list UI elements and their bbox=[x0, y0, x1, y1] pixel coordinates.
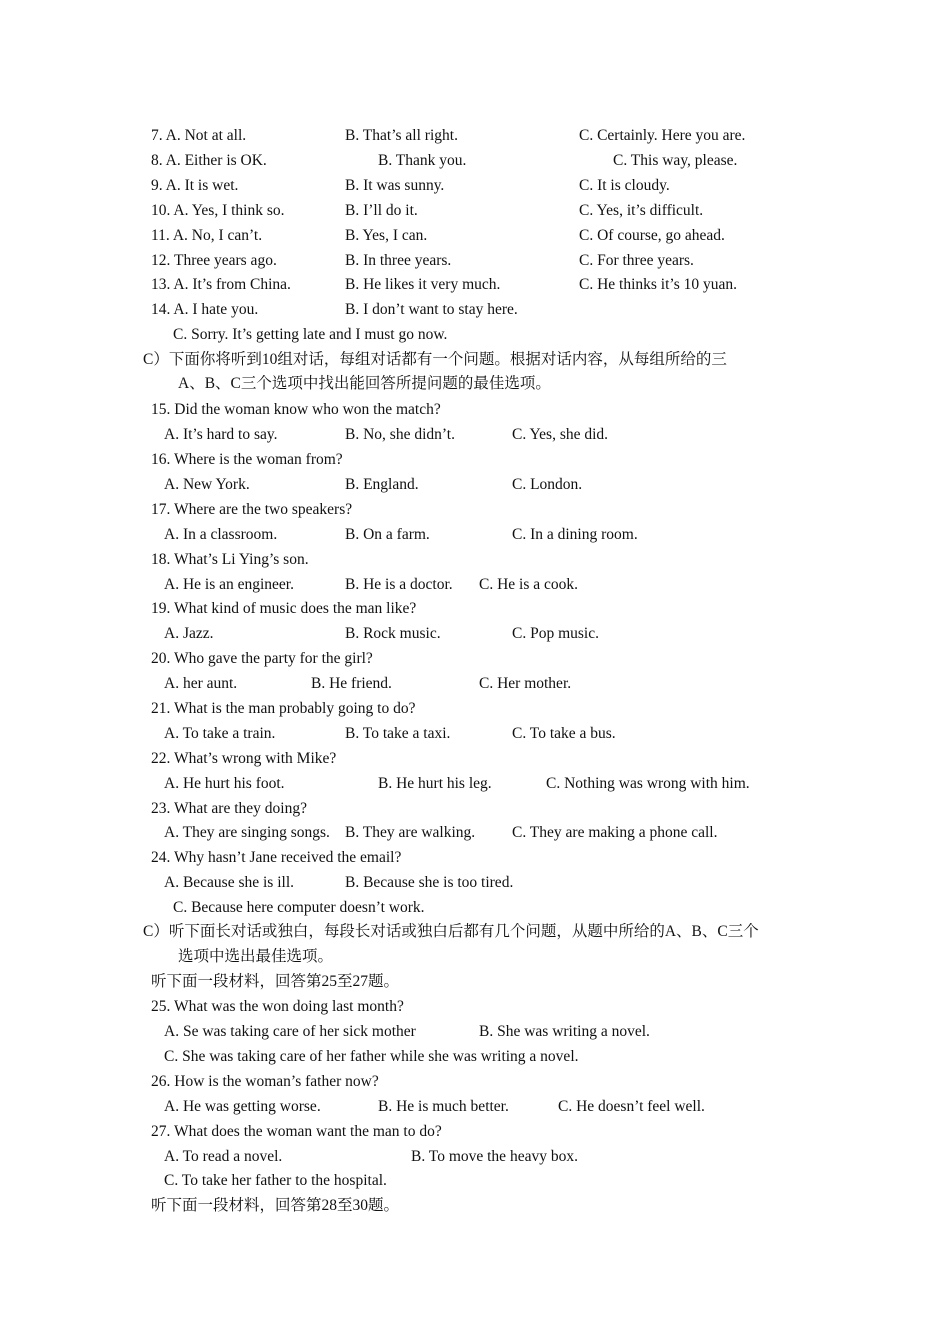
q19-question: 19. What kind of music does the man like? bbox=[151, 600, 417, 617]
q25-option-a: A. Se was taking care of her sick mother bbox=[164, 1023, 416, 1040]
q23-question: 23. What are they doing? bbox=[151, 800, 307, 817]
q10-option-c: C. Yes, it’s difficult. bbox=[579, 202, 704, 219]
q24-question: 24. Why hasn’t Jane received the email? bbox=[151, 849, 402, 866]
q23-option-b: B. They are walking. bbox=[345, 824, 476, 841]
q23-option-a: A. They are singing songs. bbox=[164, 824, 330, 841]
q12-option-c: C. For three years. bbox=[579, 252, 694, 269]
q17-option-b: B. On a farm. bbox=[345, 526, 430, 543]
q26-option-a: A. He was getting worse. bbox=[164, 1098, 321, 1115]
q20-option-b: B. He friend. bbox=[311, 675, 392, 692]
material-1-heading: 听下面一段材料，回答第25至27题。 bbox=[151, 973, 400, 990]
material-2-heading: 听下面一段材料，回答第28至30题。 bbox=[151, 1197, 400, 1214]
q19-option-a: A. Jazz. bbox=[164, 625, 214, 642]
q27-option-a: A. To read a novel. bbox=[164, 1148, 283, 1165]
q15-question: 15. Did the woman know who won the match? bbox=[151, 401, 441, 418]
q22-option-c: C. Nothing was wrong with him. bbox=[546, 775, 750, 792]
section-c2-instruction-line2: 选项中选出最佳选项。 bbox=[178, 948, 334, 965]
q24-option-b: B. Because she is too tired. bbox=[345, 874, 514, 891]
q26-option-b: B. He is much better. bbox=[378, 1098, 509, 1115]
q10-option-b: B. I’ll do it. bbox=[345, 202, 418, 219]
q9-option-b: B. It was sunny. bbox=[345, 177, 445, 194]
q15-option-b: B. No, she didn’t. bbox=[345, 426, 455, 443]
q8-option-b: B. Thank you. bbox=[378, 152, 467, 169]
q26-option-c: C. He doesn’t feel well. bbox=[558, 1098, 705, 1115]
q13-option-a: 13. A. It’s from China. bbox=[151, 276, 291, 293]
q8-option-c: C. This way, please. bbox=[613, 152, 738, 169]
q16-option-b: B. England. bbox=[345, 476, 419, 493]
q20-option-a: A. her aunt. bbox=[164, 675, 238, 692]
q27-option-b: B. To move the heavy box. bbox=[411, 1148, 578, 1165]
q20-option-c: C. Her mother. bbox=[479, 675, 572, 692]
q13-option-c: C. He thinks it’s 10 yuan. bbox=[579, 276, 738, 293]
q21-option-b: B. To take a taxi. bbox=[345, 725, 451, 742]
q23-option-c: C. They are making a phone call. bbox=[512, 824, 718, 841]
q18-option-a: A. He is an engineer. bbox=[164, 576, 294, 593]
q16-question: 16. Where is the woman from? bbox=[151, 451, 343, 468]
q25-option-c: C. She was taking care of her father while she was writing a novel. bbox=[164, 1048, 579, 1065]
q14-option-c: C. Sorry. It’s getting late and I must go now. bbox=[173, 326, 448, 343]
q21-option-c: C. To take a bus. bbox=[512, 725, 616, 742]
q19-option-b: B. Rock music. bbox=[345, 625, 441, 642]
q15-option-c: C. Yes, she did. bbox=[512, 426, 609, 443]
q24-option-c: C. Because here computer doesn’t work. bbox=[173, 899, 425, 916]
q19-option-c: C. Pop music. bbox=[512, 625, 599, 642]
q22-option-a: A. He hurt his foot. bbox=[164, 775, 285, 792]
q17-option-c: C. In a dining room. bbox=[512, 526, 638, 543]
q9-option-a: 9. A. It is wet. bbox=[151, 177, 239, 194]
q24-option-a: A. Because she is ill. bbox=[164, 874, 295, 891]
q12-option-b: B. In three years. bbox=[345, 252, 452, 269]
q13-option-b: B. He likes it very much. bbox=[345, 276, 501, 293]
q11-option-c: C. Of course, go ahead. bbox=[579, 227, 725, 244]
q12-option-a: 12. Three years ago. bbox=[151, 252, 277, 269]
q14-option-a: 14. A. I hate you. bbox=[151, 301, 259, 318]
q16-option-c: C. London. bbox=[512, 476, 583, 493]
q22-question: 22. What’s wrong with Mike? bbox=[151, 750, 337, 767]
q18-question: 18. What’s Li Ying’s son. bbox=[151, 551, 309, 568]
q22-option-b: B. He hurt his leg. bbox=[378, 775, 492, 792]
q9-option-c: C. It is cloudy. bbox=[579, 177, 670, 194]
q11-option-a: 11. A. No, I can’t. bbox=[151, 227, 263, 244]
q17-option-a: A. In a classroom. bbox=[164, 526, 278, 543]
q16-option-a: A. New York. bbox=[164, 476, 250, 493]
section-c2-instruction-line1: C）听下面长对话或独白，每段长对话或独白后都有几个问题，从题中所给的A、B、C三个 bbox=[143, 923, 759, 940]
q25-option-b: B. She was writing a novel. bbox=[479, 1023, 650, 1040]
q18-option-b: B. He is a doctor. bbox=[345, 576, 453, 593]
section-c1-instruction-line1: C）下面你将听到10组对话，每组对话都有一个问题。根据对话内容，从每组所给的三 bbox=[143, 351, 727, 368]
section-c1-instruction-line2: A、B、C三个选项中找出能回答所提问题的最佳选项。 bbox=[178, 375, 551, 392]
q18-option-c: C. He is a cook. bbox=[479, 576, 579, 593]
q8-option-a: 8. A. Either is OK. bbox=[151, 152, 267, 169]
q25-question: 25. What was the won doing last month? bbox=[151, 998, 404, 1015]
q14-option-b: B. I don’t want to stay here. bbox=[345, 301, 518, 318]
q27-question: 27. What does the woman want the man to do? bbox=[151, 1123, 442, 1140]
q21-option-a: A. To take a train. bbox=[164, 725, 276, 742]
q17-question: 17. Where are the two speakers? bbox=[151, 501, 353, 518]
q26-question: 26. How is the woman’s father now? bbox=[151, 1073, 379, 1090]
q21-question: 21. What is the man probably going to do? bbox=[151, 700, 416, 717]
q15-option-a: A. It’s hard to say. bbox=[164, 426, 278, 443]
q10-option-a: 10. A. Yes, I think so. bbox=[151, 202, 285, 219]
q20-question: 20. Who gave the party for the girl? bbox=[151, 650, 373, 667]
q7-option-a: 7. A. Not at all. bbox=[151, 127, 247, 144]
q11-option-b: B. Yes, I can. bbox=[345, 227, 428, 244]
q7-option-c: C. Certainly. Here you are. bbox=[579, 127, 746, 144]
q27-option-c: C. To take her father to the hospital. bbox=[164, 1172, 387, 1189]
q7-option-b: B. That’s all right. bbox=[345, 127, 458, 144]
